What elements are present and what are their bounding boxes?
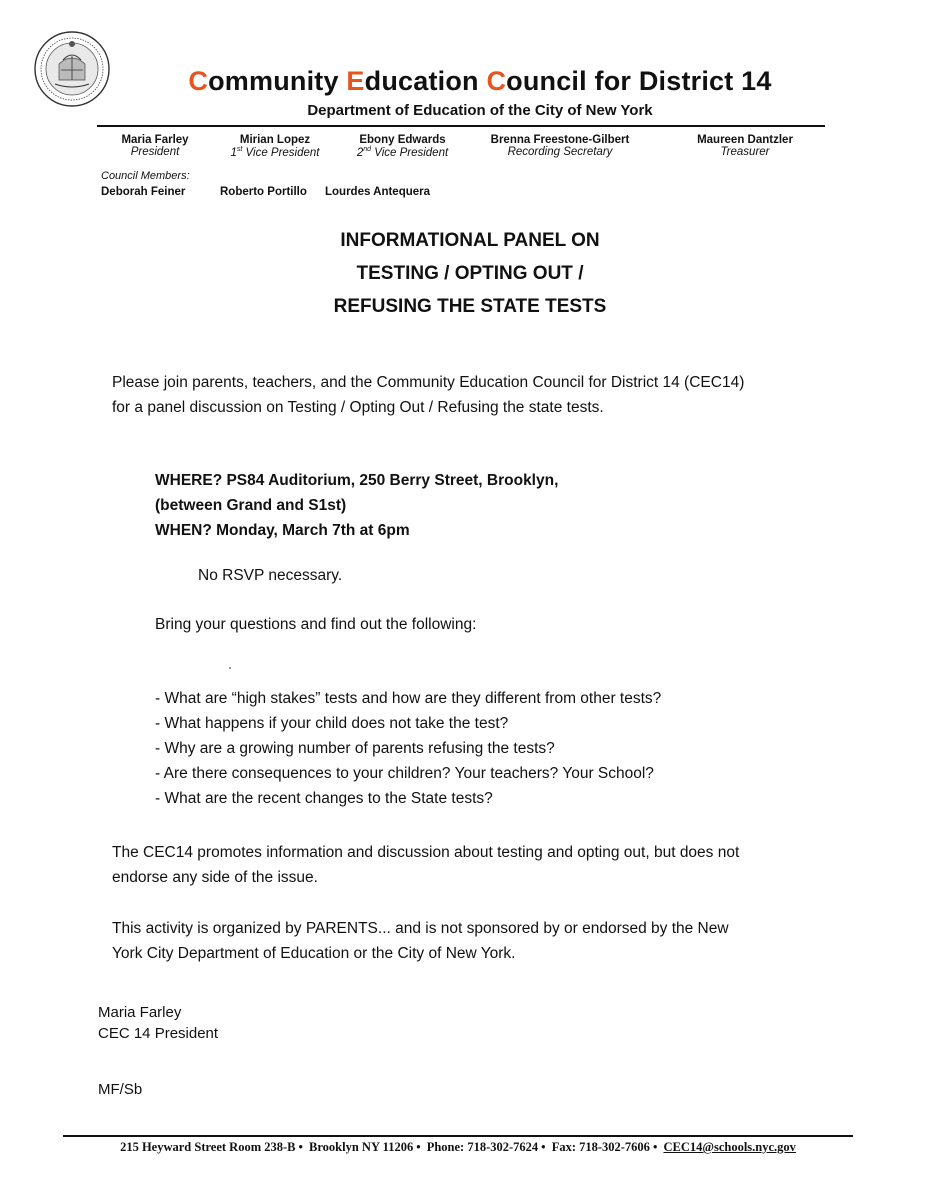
where-line: WHERE? PS84 Auditorium, 250 Berry Street, Brooklyn, [155,472,559,489]
footer-contact: 215 Heyward Street Room 238-B • Brooklyn NY 11206 • Phone: 718-302-7624 • Fax: 718-302-7606 • CEC14@schools.nyc.gov [120,1140,796,1154]
disclaimer-sponsorship: This activity is organized by PARENTS... and is not sponsored by or endorsed by the New York City Department of Education or the City of New York. [112,920,729,962]
officer-recording-secretary: Brenna Freestone-Gilbert Recording Secretary [490,134,630,158]
list-item: - Why are a growing number of parents refusing the tests? [155,740,555,757]
header-divider [97,125,825,127]
questions-list [155,686,661,811]
where-line-cross-streets: (between Grand and S1st) [155,497,347,514]
list-item: - What happens if your child does not take the test? [155,715,509,732]
council-member: Deborah Feiner [101,186,186,198]
council-members-label: Council Members: [101,170,190,182]
footer-email-link[interactable]: CEC14@schools.nyc.gov [663,1140,796,1154]
officer-second-vice-president: Ebony Edwards 2nd Vice President [356,134,449,159]
rsvp-note: No RSVP necessary. [198,567,343,584]
nyc-seal-logo [33,30,111,108]
officer-treasurer: Maureen Dantzler Treasurer [697,134,793,158]
scan-speck [229,667,231,669]
council-member: Lourdes Antequera [325,186,431,198]
footer-phone: Phone: 718-302-7624 [426,1140,539,1154]
officer-president: Maria Farley President [121,134,189,158]
when-line: WHEN? Monday, March 7th at 6pm [155,522,410,539]
org-title: Community Education Council for District 14 [188,66,772,96]
event-details [155,468,558,543]
signature-block [98,1002,218,1044]
footer-address: 215 Heyward Street Room 238-B [120,1140,296,1154]
org-subtitle: Department of Education of the City of New York [307,102,653,119]
footer-city: Brooklyn NY 11206 [309,1140,414,1154]
footer-fax: Fax: 718-302-7606 [551,1140,650,1154]
intro-paragraph: Please join parents, teachers, and the Community Education Council for District 14 (CEC14) for a panel discussion on Testing / Opting Out / Refusing the state tests. [112,374,745,416]
officer-first-vice-president: Mirian Lopez 1st Vice President [230,134,320,159]
list-item: - What are “high stakes” tests and how are they different from other tests? [155,690,662,707]
disclaimer-neutrality: The CEC14 promotes information and discussion about testing and opting out, but does not endorse any side of the issue. [112,844,740,886]
bring-questions-text: Bring your questions and find out the following: [155,616,477,633]
list-item: - What are the recent changes to the State tests? [155,790,493,807]
signature-name: Maria Farley [98,1004,182,1021]
event-heading: INFORMATIONAL PANEL ON TESTING / OPTING OUT / REFUSING THE STATE TESTS [333,230,607,317]
list-item: - Are there consequences to your children? Your teachers? Your School? [155,765,654,782]
footer-divider [63,1135,853,1137]
initials: MF/Sb [98,1081,143,1098]
council-member: Roberto Portillo [220,186,307,198]
signature-title: CEC 14 President [98,1025,219,1042]
